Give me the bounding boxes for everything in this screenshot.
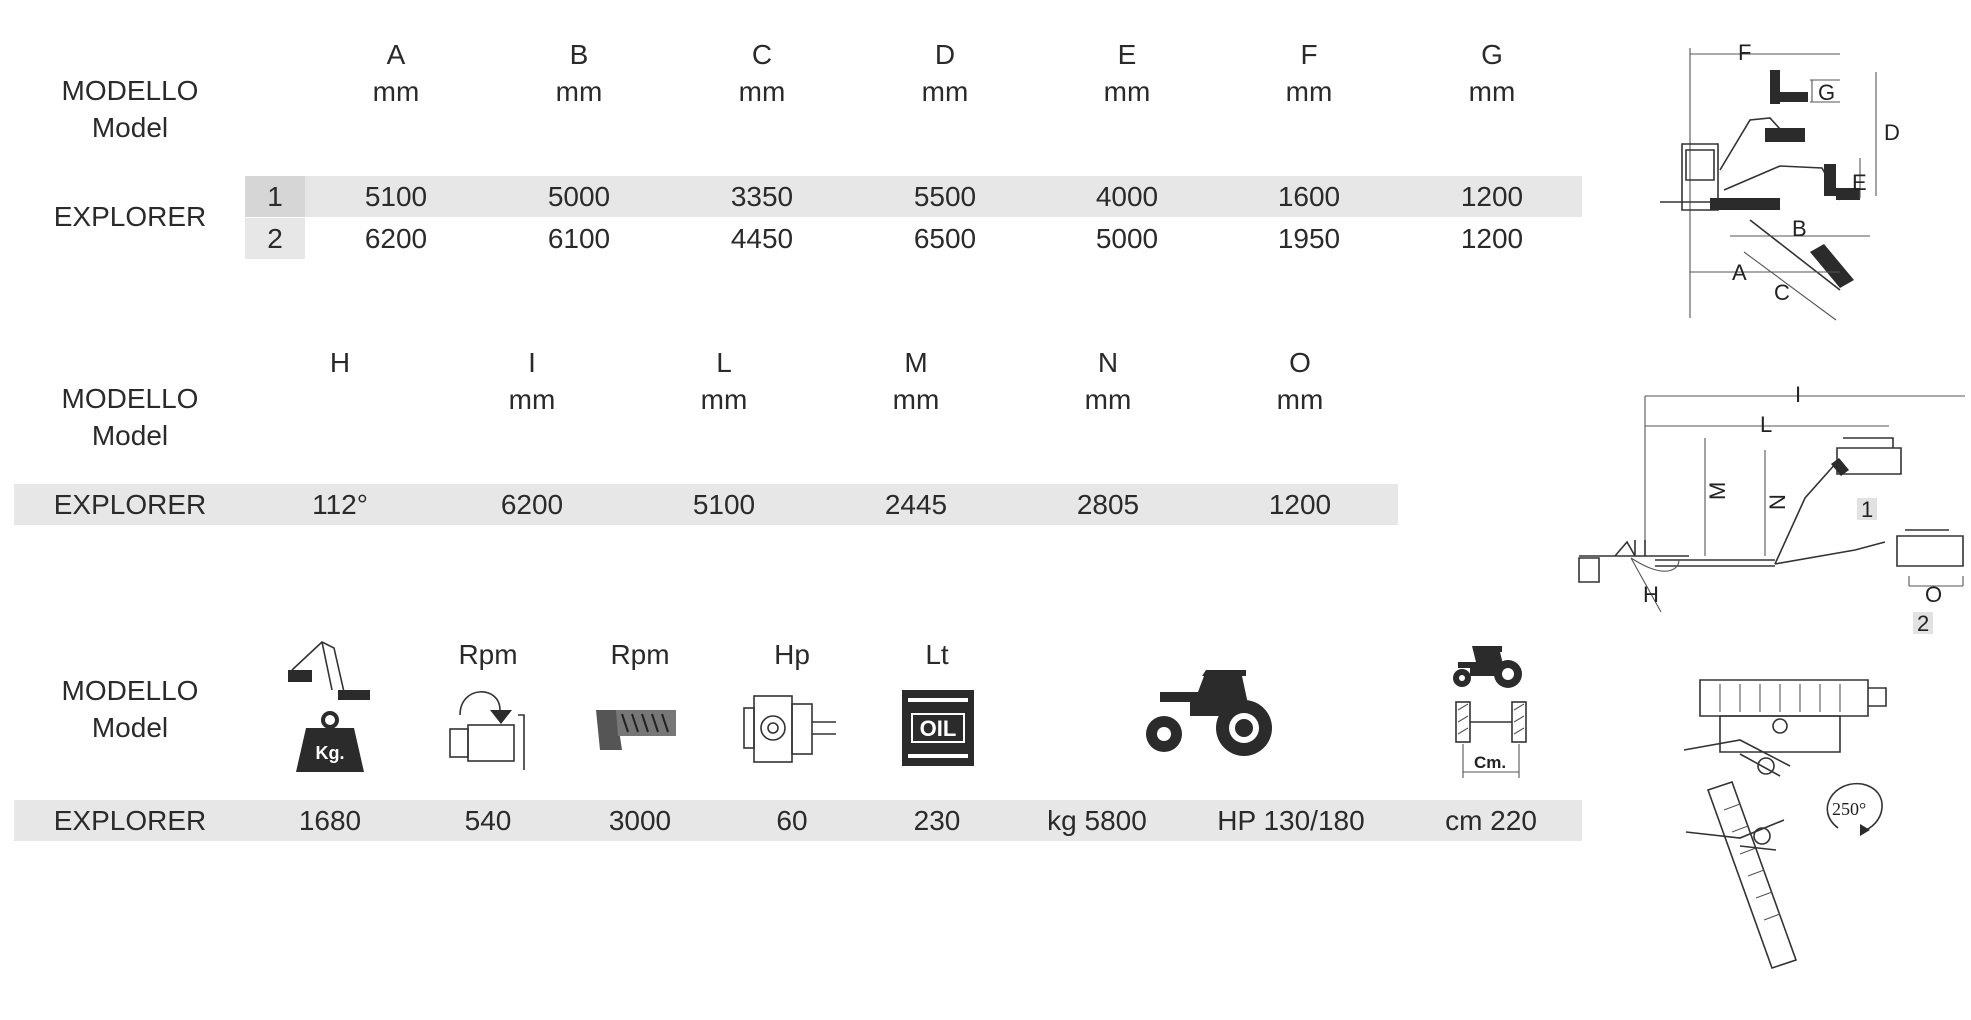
tractor-icon (1140, 662, 1274, 757)
col-header-l: L mm (700, 347, 748, 415)
dim-label-m: M (1705, 481, 1730, 500)
cell-b: 6100 (547, 223, 611, 254)
row-number-2: 2 (245, 218, 305, 259)
cell-h: 112° (312, 489, 368, 520)
dim-label-a: A (1732, 260, 1747, 285)
table3-row-name: EXPLORER (53, 805, 207, 836)
rotation-angle-label: 250° (1832, 799, 1867, 819)
col-header-g: G mm (1468, 39, 1516, 107)
col-header-i: I mm (508, 347, 556, 415)
header-rpm-rotor: Rpm (610, 639, 670, 670)
col-header-b: B mm (555, 39, 603, 107)
dim-label-e: E (1852, 170, 1867, 195)
dim-label-g: G (1818, 80, 1836, 105)
cell-a: 6200 (364, 223, 428, 254)
col-header-h: H (329, 347, 351, 378)
cell-o: 1200 (1268, 489, 1332, 520)
oil-can-icon (900, 688, 976, 768)
cell-b: 5000 (547, 181, 611, 212)
pto-rpm-icon (440, 685, 536, 770)
cell-rotor-rpm: 3000 (608, 805, 672, 836)
cell-oil: 230 (913, 805, 961, 836)
cell-g: 1200 (1460, 223, 1524, 254)
position-tag-1: 1 (1861, 497, 1874, 522)
dim-label-i: I (1795, 382, 1802, 407)
cell-d: 5500 (913, 181, 977, 212)
lateral-reach-diagram (1575, 380, 1971, 640)
col-header-n: N mm (1084, 347, 1132, 415)
row-number-1: 1 (245, 176, 305, 217)
cell-n: 2805 (1076, 489, 1140, 520)
cell-pto-rpm: 540 (464, 805, 512, 836)
cell-a: 5100 (364, 181, 428, 212)
cell-i: 6200 (500, 489, 564, 520)
cell-e: 5000 (1095, 223, 1159, 254)
cell-c: 3350 (730, 181, 794, 212)
svg-text:Cm.: Cm. (1473, 753, 1507, 772)
cell-f: 1600 (1277, 181, 1341, 212)
cell-d: 6500 (913, 223, 977, 254)
dim-label-c: C (1774, 280, 1790, 305)
cell-hp: 60 (776, 805, 808, 836)
col-header-o: O mm (1276, 347, 1324, 415)
weight-kg-icon (282, 640, 378, 775)
cell-weight: 1680 (298, 805, 362, 836)
col-header-c: C mm (738, 39, 786, 107)
hydraulic-pump-icon (738, 690, 848, 770)
col-header-a: A mm (372, 39, 420, 107)
svg-text:OIL: OIL (919, 716, 957, 741)
table1-row-name: EXPLORER (53, 201, 207, 232)
cell-tractor-hp: HP 130/180 (1217, 805, 1365, 836)
cell-m: 2445 (884, 489, 948, 520)
model-label-it: MODELLO (61, 75, 199, 106)
reach-diagram (1640, 40, 1940, 330)
wheel-track-icon (1448, 640, 1532, 780)
col-header-f: F mm (1285, 39, 1333, 107)
cell-g: 1200 (1460, 181, 1524, 212)
position-tag-2: 2 (1917, 611, 1930, 636)
cell-tractor-weight: kg 5800 (1047, 805, 1147, 836)
col-header-e: E mm (1103, 39, 1151, 107)
dim-label-b: B (1792, 216, 1807, 241)
svg-text:Kg.: Kg. (315, 743, 345, 763)
header-rpm-pto: Rpm (458, 639, 518, 670)
model-label-en: Model (91, 112, 169, 143)
dim-label-d: D (1884, 120, 1900, 145)
cell-f: 1950 (1277, 223, 1341, 254)
dim-label-o: O (1925, 582, 1943, 607)
table1-model-label (30, 72, 230, 146)
cell-e: 4000 (1095, 181, 1159, 212)
table3-model-label: MODELLO Model (61, 675, 199, 743)
rotor-rpm-icon (592, 700, 682, 762)
table2-model-label: MODELLO Model (61, 383, 199, 451)
cell-c: 4450 (730, 223, 794, 254)
table2-row-name: EXPLORER (53, 489, 207, 520)
header-lt: Lt (925, 639, 949, 670)
col-header-d: D mm (921, 39, 969, 107)
col-header-m: M mm (892, 347, 940, 415)
dim-label-f: F (1738, 40, 1752, 65)
head-rotation-diagram (1680, 670, 1890, 970)
header-hp: Hp (774, 639, 810, 670)
dim-label-h: H (1643, 582, 1659, 607)
dim-label-n: N (1765, 494, 1790, 510)
cell-wheel-track: cm 220 (1445, 805, 1537, 836)
cell-l: 5100 (692, 489, 756, 520)
dim-label-l: L (1760, 412, 1773, 437)
